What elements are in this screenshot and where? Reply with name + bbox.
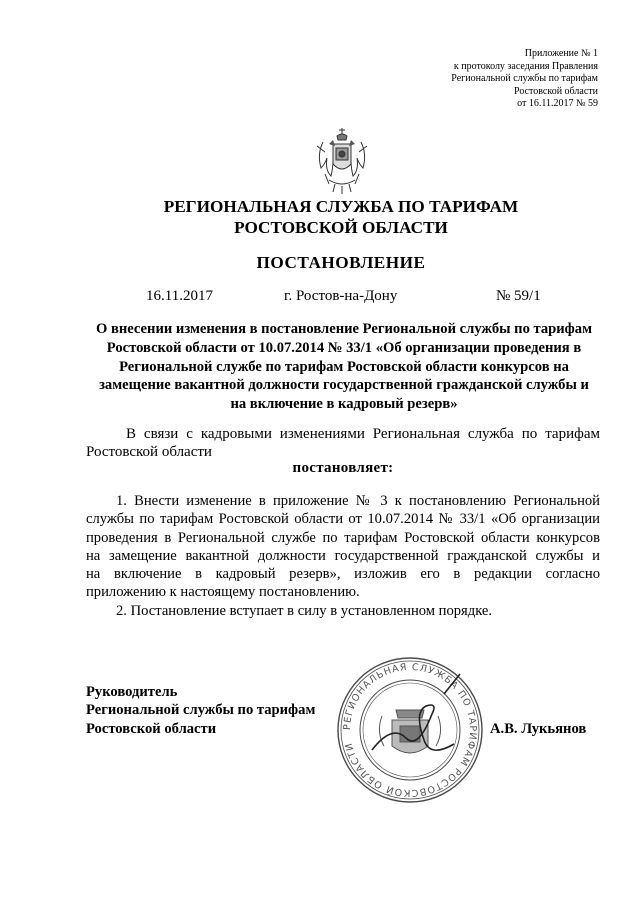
org-line-1: РЕГИОНАЛЬНАЯ СЛУЖБА ПО ТАРИФАМ — [163, 197, 519, 216]
title-line-2: Ростовской области от 10.07.2014 № 33/1 «Об организации проведения в — [106, 339, 582, 356]
signer-line-3: Ростовской области — [86, 720, 217, 737]
clause-1-line-1: 1. Внести изменение в приложение № 3 к постановлению Региональной — [116, 493, 600, 509]
org-line-2: РОСТОВСКОЙ ОБЛАСТИ — [234, 218, 448, 237]
title-line-5: на включение в кадровый резерв» — [230, 396, 458, 413]
preamble-line-1: В связи с кадровыми изменениями Региональная служба по тарифам — [126, 426, 600, 442]
document-date: 16.11.2017 — [146, 288, 213, 304]
appendix-line-5: от 16.11.2017 № 59 — [517, 98, 598, 110]
clause-2: 2. Постановление вступает в силу в установленном порядке. — [116, 602, 493, 619]
clause-1-line-3: проведения в Региональной службе по тарифам Ростовской области конкурсов — [86, 529, 600, 546]
document-number: № 59/1 — [496, 288, 541, 304]
title-line-4: замещение вакантной должности государственной гражданской службы и — [99, 377, 589, 394]
organization-name — [80, 196, 602, 238]
title-line-1: О внесении изменения в постановление Региональной службы по тарифам — [95, 321, 593, 337]
signer-name: А.В. Лукьянов — [490, 721, 587, 737]
seal-text: РЕГИОНАЛЬНАЯ СЛУЖБА ПО ТАРИФАМ РОСТОВСКОЙ ОБЛАСТИ — [341, 661, 479, 799]
appendix-line-4: Ростовской области — [514, 85, 598, 97]
signer-line-1: Руководитель — [86, 684, 178, 700]
appendix-line-3: Региональной службы по тарифам — [451, 73, 598, 85]
appendix-line-2: к протоколу заседания Правления — [453, 60, 598, 72]
title-line-3: Региональной службе по тарифам Ростовской области конкурсов на — [119, 358, 569, 375]
body-text — [86, 492, 600, 620]
official-seal-icon — [334, 654, 486, 806]
preamble-line-2: Ростовской области — [86, 444, 212, 460]
appendix-line-1: Приложение № 1 — [524, 48, 598, 59]
preamble — [86, 425, 600, 461]
clause-1-line-4: на замещение вакантной должности государственной гражданской службы и — [86, 547, 600, 564]
resolution-word: постановляет: — [292, 460, 394, 476]
document-title — [84, 320, 604, 414]
document-city: г. Ростов-на-Дону — [284, 288, 398, 304]
appendix-note — [358, 48, 598, 111]
clause-1-line-2: службы по тарифам Ростовской области от 10.07.2014 № 33/1 «Об организации — [86, 511, 600, 528]
signer-title — [86, 683, 315, 738]
clause-1-line-6: приложению к настоящему постановлению. — [86, 584, 360, 601]
signer-line-2: Региональной службы по тарифам — [86, 702, 316, 719]
coat-of-arms-icon — [311, 124, 373, 196]
document-type: ПОСТАНОВЛЕНИЕ — [256, 253, 426, 272]
clause-1-line-5: на включение в кадровый резерв», изложив его в редакции согласно — [86, 566, 600, 583]
